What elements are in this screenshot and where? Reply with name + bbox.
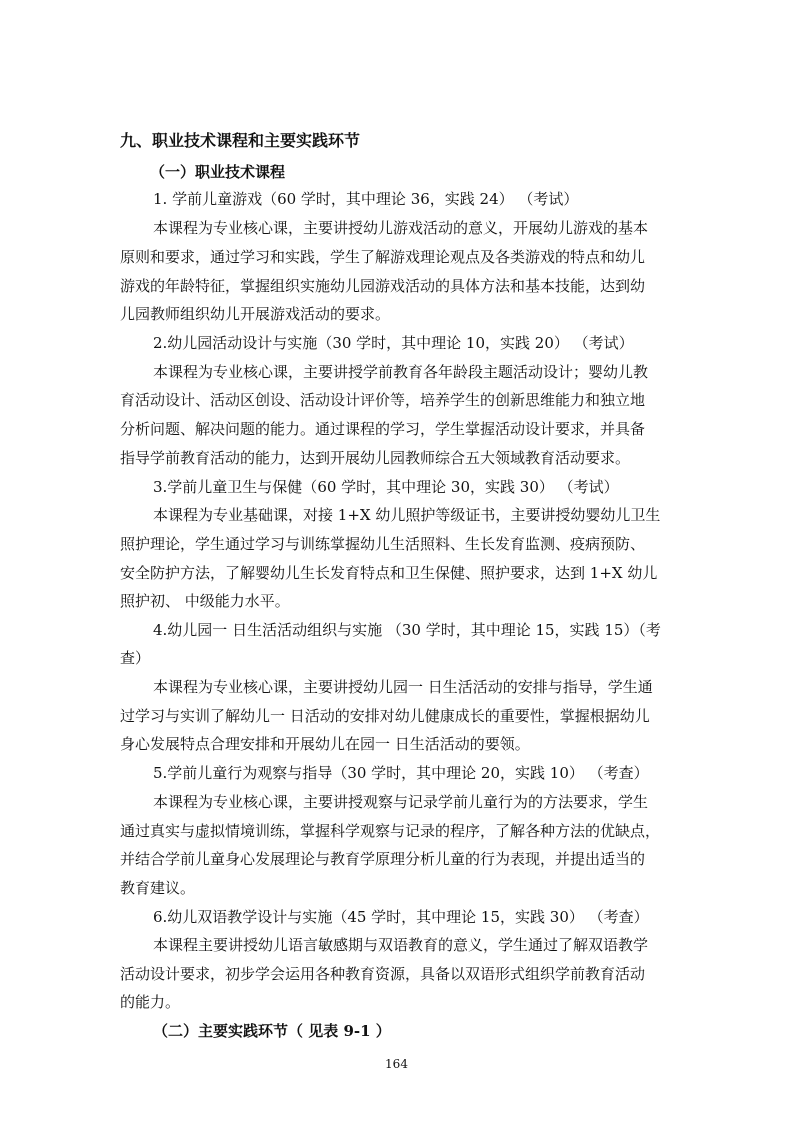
course-heading-4-cont: 查）	[120, 649, 151, 667]
course-body-line: 原则和要求，通过学习和实践，学生了解游戏理论观点及各类游戏的特点和幼儿	[120, 248, 646, 266]
section-title: 九、职业技术课程和主要实践环节	[120, 131, 361, 150]
course-heading-5: 5.学前儿童行为观察与指导（30 学时，其中理论 20，实践 10） （考查）	[153, 764, 649, 782]
course-body-line: 本课程为专业核心课，主要讲授学前教育各年龄段主题活动设计；婴幼儿教	[153, 363, 649, 381]
subsection-title-2: （二）主要实践环节（ 见表 9-1 ）	[153, 1022, 391, 1040]
course-body-line: 的能力。	[120, 993, 181, 1011]
course-body-line: 本课程主要讲授幼儿语言敏感期与双语教育的意义，学生通过了解双语教学	[153, 936, 649, 954]
course-body-line: 活动设计要求，初步学会运用各种教育资源，具备以双语形式组织学前教育活动	[120, 965, 646, 983]
course-body-line: 本课程为专业核心课，主要讲授幼儿园一 日生活活动的安排与指导，学生通	[153, 678, 653, 696]
course-body-line: 安全防护方法，了解婴幼儿生长发育特点和卫生保健、照护要求，达到 1+X 幼儿	[120, 564, 658, 582]
course-heading-4: 4.幼儿园一 日生活活动组织与实施 （30 学时，其中理论 15，实践 15）（考	[153, 621, 661, 639]
course-body-line: 本课程为专业核心课，主要讲授观察与记录学前儿童行为的方法要求，学生	[153, 793, 649, 811]
course-body-line: 教育建议。	[120, 879, 196, 897]
course-body-line: 育活动设计、活动区创设、活动设计评价等，培养学生的创新思维能力和独立地	[120, 391, 646, 409]
course-body-line: 通过真实与虚拟情境训练，掌握科学观察与记录的程序，了解各种方法的优缺点，	[120, 822, 661, 840]
course-body-line: 儿园教师组织幼儿开展游戏活动的要求。	[120, 305, 391, 323]
course-heading-2: 2.幼儿园活动设计与实施（30 学时，其中理论 10，实践 20） （考试）	[153, 334, 634, 352]
course-body-line: 分析问题、解决问题的能力。通过课程的学习，学生掌握活动设计要求，并具备	[120, 420, 646, 438]
course-body-line: 并结合学前儿童身心发展理论与教育学原理分析儿童的行为表现，并提出适当的	[120, 850, 646, 868]
course-body-line: 过学习与实训了解幼儿一 日活动的安排对幼儿健康成长的重要性，掌握根据幼儿	[120, 707, 650, 725]
course-body-line: 照护初、 中级能力水平。	[120, 592, 290, 610]
course-body-line: 身心发展特点合理安排和开展幼儿在园一 日生活活动的要领。	[120, 735, 530, 753]
course-body-line: 指导学前教育活动的能力，达到开展幼儿园教师综合五大领域教育活动要求。	[120, 449, 631, 467]
page-number: 164	[385, 1057, 408, 1071]
course-heading-3: 3.学前儿童卫生与保健（60 学时，其中理论 30，实践 30） （考试）	[153, 478, 619, 496]
course-body-line: 游戏的年龄特征，掌握组织实施幼儿园游戏活动的具体方法和基本技能，达到幼	[120, 277, 646, 295]
course-body-line: 照护理论，学生通过学习与训练掌握幼儿生活照料、生长发育监测、疫病预防、	[120, 535, 646, 553]
course-body-line: 本课程为专业核心课，主要讲授幼儿游戏活动的意义，开展幼儿游戏的基本	[153, 219, 649, 237]
subsection-title-1: （一）职业技术课程	[150, 163, 286, 181]
course-heading-1: 1. 学前儿童游戏（60 学时，其中理论 36，实践 24） （考试）	[153, 190, 579, 208]
course-body-line: 本课程为专业基础课，对接 1+X 幼儿照护等级证书，主要讲授幼婴幼儿卫生	[153, 506, 661, 524]
course-heading-6: 6.幼儿双语教学设计与实施（45 学时，其中理论 15，实践 30） （考查）	[153, 908, 649, 926]
